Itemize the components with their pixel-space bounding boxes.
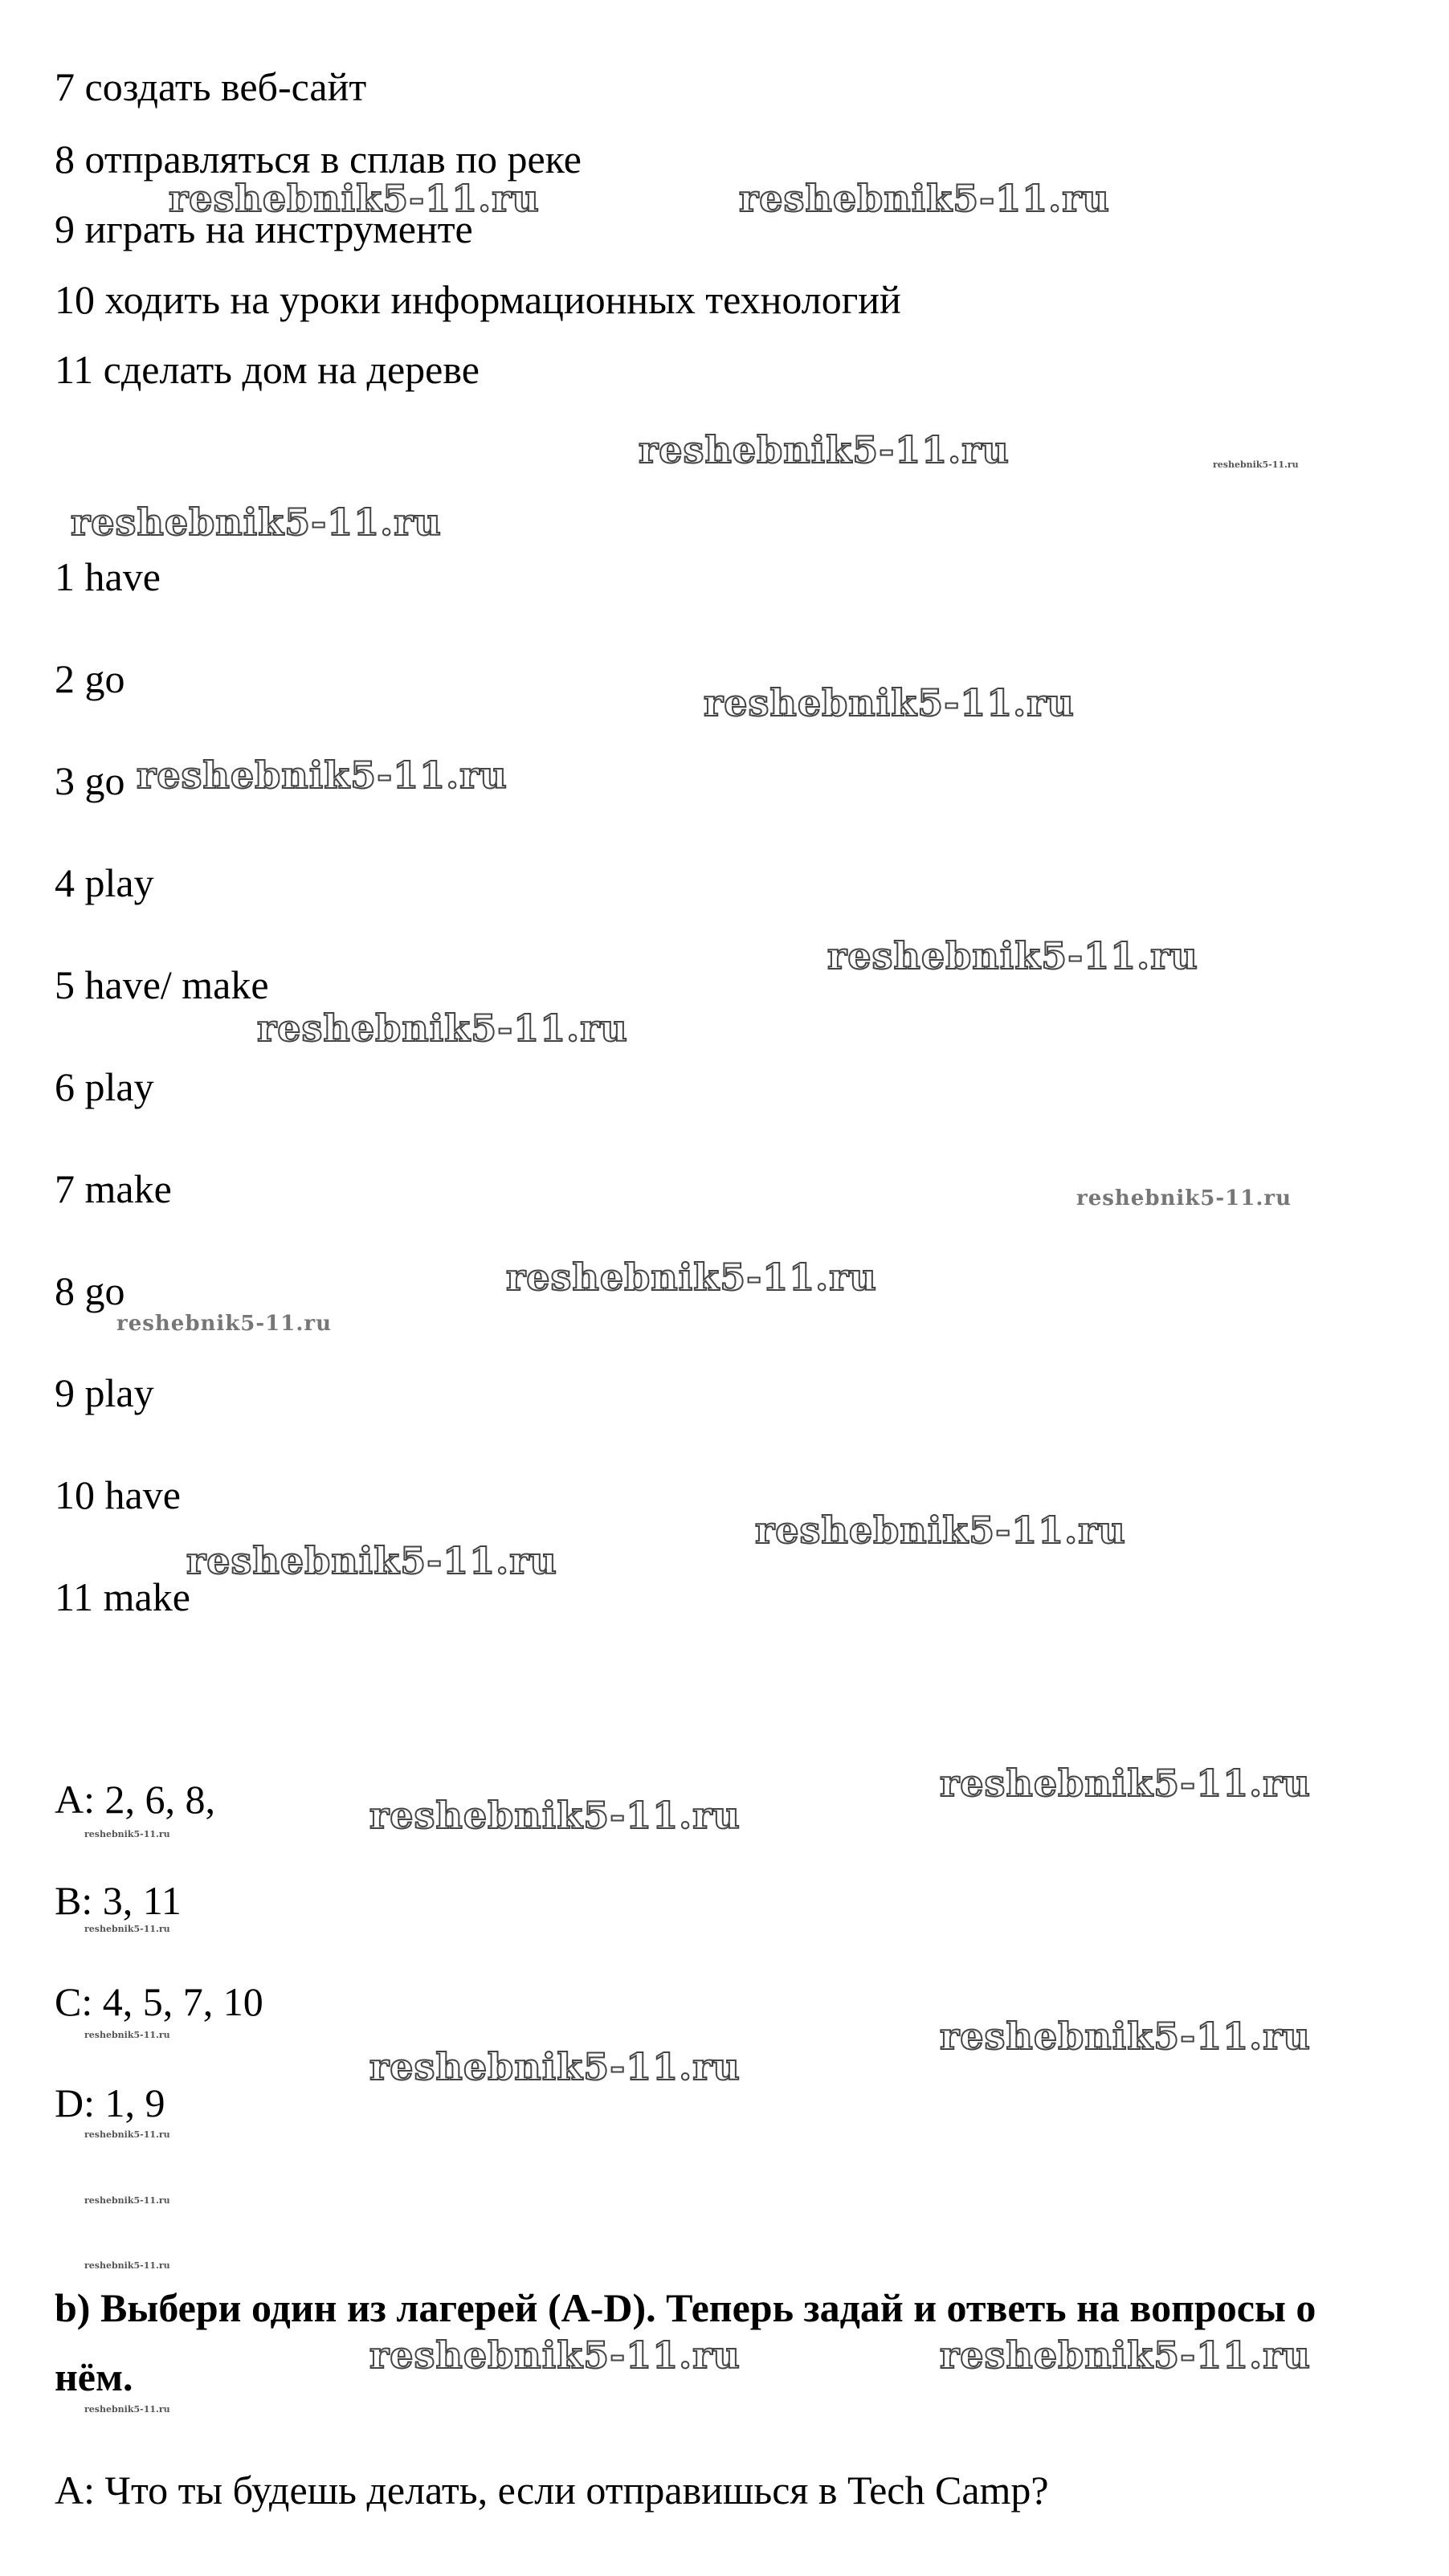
watermark: reshebnik5-11.ru <box>940 2333 1311 2377</box>
watermark: reshebnik5-11.ru <box>739 177 1110 220</box>
watermark: reshebnik5-11.ru <box>257 1006 628 1050</box>
watermark: reshebnik5-11.ru <box>1213 459 1299 470</box>
watermark: reshebnik5-11.ru <box>1076 1186 1292 1210</box>
camp-line: B: 3, 11 <box>55 1878 182 1923</box>
answer-line: 6 play <box>55 1064 154 1109</box>
text-line: 9 играть на инструменте <box>55 206 473 251</box>
answer-line: 7 make <box>55 1166 172 1211</box>
answer-line: 5 have/ make <box>55 962 269 1007</box>
answer-line: 11 make <box>55 1574 190 1619</box>
watermark: reshebnik5-11.ru <box>704 681 1075 725</box>
watermark: reshebnik5-11.ru <box>71 500 442 544</box>
text-line: 8 отправляться в сплав по реке <box>55 137 582 182</box>
watermark: reshebnik5-11.ru <box>940 2015 1311 2058</box>
watermark: reshebnik5-11.ru <box>116 1312 333 1336</box>
watermark: reshebnik5-11.ru <box>186 1539 557 1582</box>
watermark: reshebnik5-11.ru <box>940 1762 1311 1805</box>
watermark: reshebnik5-11.ru <box>369 1794 741 1837</box>
watermark: reshebnik5-11.ru <box>369 2333 741 2377</box>
watermark: reshebnik5-11.ru <box>84 2195 170 2206</box>
watermark: reshebnik5-11.ru <box>639 428 1010 472</box>
answer-line: 1 have <box>55 554 161 599</box>
watermark: reshebnik5-11.ru <box>369 2045 741 2088</box>
watermark: reshebnik5-11.ru <box>84 2260 170 2271</box>
camp-line: C: 4, 5, 7, 10 <box>55 1979 263 2024</box>
camp-line: A: 2, 6, 8, <box>55 1777 215 1822</box>
task-heading: b) Выбери один из лагерей (A-D). Теперь задай и ответь на вопросы о нём. <box>55 2285 1316 2399</box>
text-line: 11 сделать дом на дереве <box>55 347 480 392</box>
answer-line: 10 have <box>55 1472 181 1517</box>
text-line: 10 ходить на уроки информационных технологий <box>55 277 901 322</box>
answer-line: 4 play <box>55 860 154 905</box>
watermark: reshebnik5-11.ru <box>506 1255 877 1299</box>
dialog-line: A: Что ты будешь делать, если отправишься в Tech Camp? <box>55 2468 1049 2513</box>
answer-line: 9 play <box>55 1370 154 1415</box>
watermark: reshebnik5-11.ru <box>169 177 540 220</box>
watermark: reshebnik5-11.ru <box>84 2404 170 2415</box>
watermark: reshebnik5-11.ru <box>84 2129 170 2140</box>
watermark: reshebnik5-11.ru <box>84 1829 170 1839</box>
watermark: reshebnik5-11.ru <box>755 1508 1126 1552</box>
answer-line: 3 go <box>55 758 125 803</box>
watermark: reshebnik5-11.ru <box>84 1924 170 1934</box>
camp-line: D: 1, 9 <box>55 2080 165 2125</box>
watermark: reshebnik5-11.ru <box>827 934 1198 978</box>
answer-line: 8 go <box>55 1268 125 1313</box>
watermark: reshebnik5-11.ru <box>137 753 508 797</box>
text-line: 7 создать веб-сайт <box>55 64 367 109</box>
answer-line: 2 go <box>55 656 125 701</box>
watermark: reshebnik5-11.ru <box>84 2030 170 2040</box>
